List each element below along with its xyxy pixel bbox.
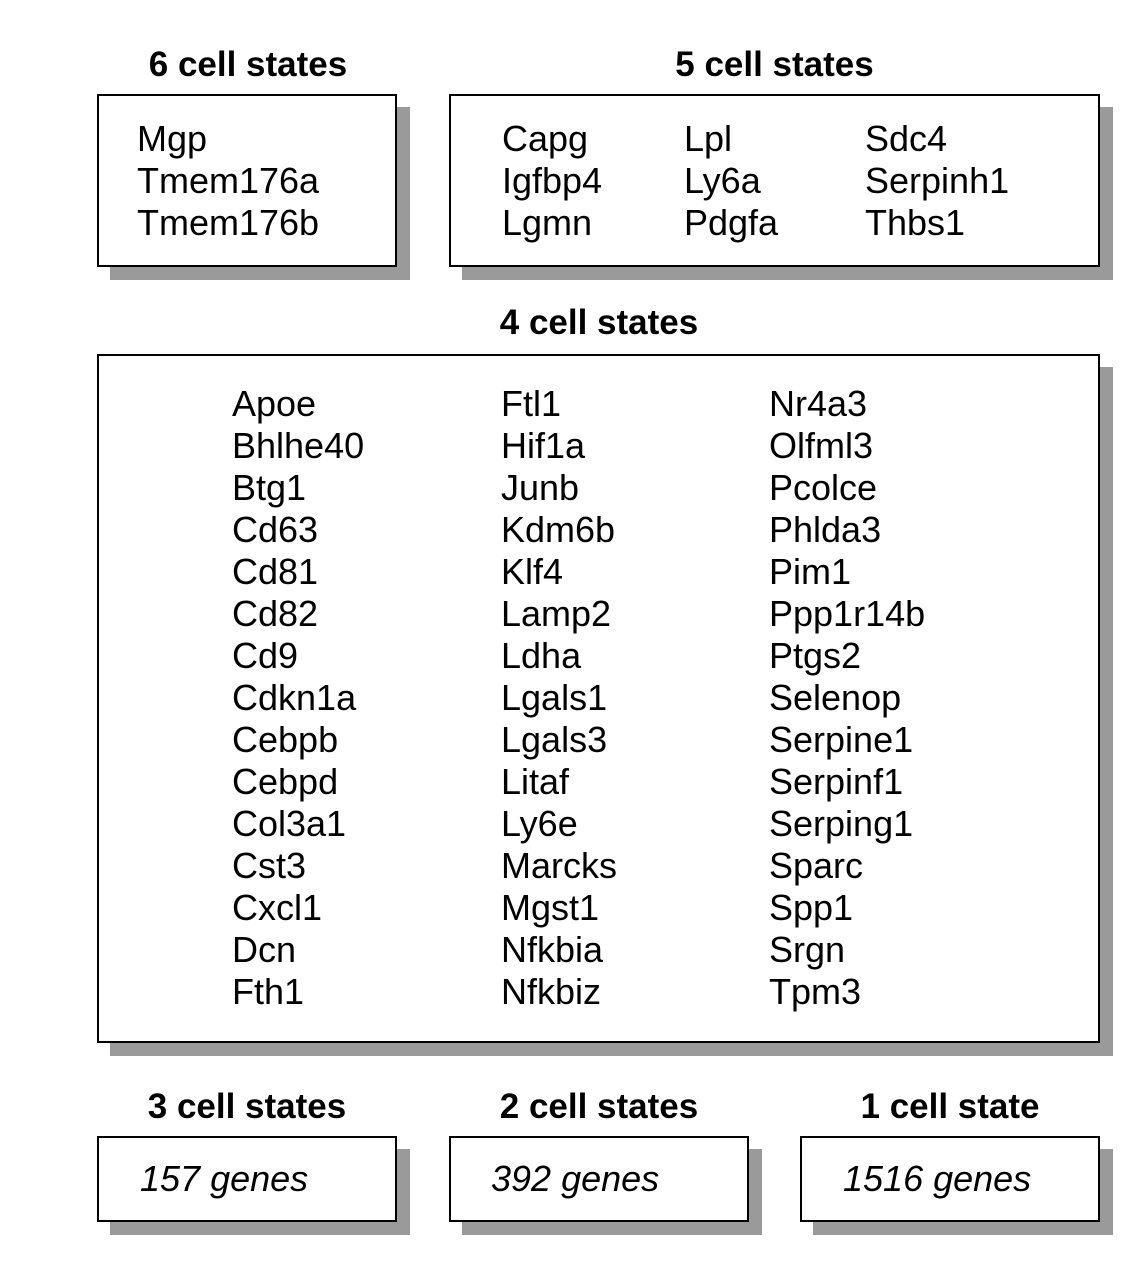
gene-label: Cebpb bbox=[232, 719, 339, 760]
gene-label: Ldha bbox=[501, 635, 582, 676]
gene-label: Serpinf1 bbox=[769, 761, 904, 802]
gene-count: 1516 genes bbox=[843, 1158, 1032, 1199]
gene-label: Igfbp4 bbox=[502, 160, 603, 201]
gene-label: Lgals3 bbox=[501, 719, 608, 760]
gene-column-2 bbox=[501, 383, 617, 1013]
gene-label: Cd63 bbox=[232, 509, 319, 550]
gene-label: Nfkbiz bbox=[501, 971, 602, 1012]
gene-label: Lgmn bbox=[502, 202, 593, 243]
gene-label: Mgst1 bbox=[501, 887, 600, 928]
gene-count: 392 genes bbox=[491, 1158, 660, 1199]
gene-label: Bhlhe40 bbox=[232, 425, 365, 466]
gene-label: Selenop bbox=[769, 677, 902, 718]
gene-label: Col3a1 bbox=[232, 803, 347, 844]
gene-label: Marcks bbox=[501, 845, 617, 886]
heading-1-cell-state: 1 cell state bbox=[860, 1087, 1040, 1126]
gene-label: Cd82 bbox=[232, 593, 319, 634]
gene-label: Tmem176a bbox=[137, 160, 320, 201]
gene-label: Tmem176b bbox=[137, 202, 320, 243]
gene-label: Sparc bbox=[769, 845, 864, 886]
gene-label: Capg bbox=[502, 118, 589, 159]
gene-label: Klf4 bbox=[501, 551, 564, 592]
gene-label: Serping1 bbox=[769, 803, 914, 844]
heading-3-cell-states: 3 cell states bbox=[147, 1087, 347, 1126]
gene-label: Ppp1r14b bbox=[769, 593, 926, 634]
heading-2-cell-states: 2 cell states bbox=[499, 1087, 699, 1126]
gene-label: Litaf bbox=[501, 761, 570, 802]
gene-label: Hif1a bbox=[501, 425, 586, 466]
gene-label: Thbs1 bbox=[865, 202, 966, 243]
gene-label: Serpine1 bbox=[769, 719, 914, 760]
gene-label: Cebpd bbox=[232, 761, 339, 802]
box-3-cell-states bbox=[97, 1136, 397, 1222]
box-2-cell-states bbox=[449, 1136, 749, 1222]
gene-label: Nr4a3 bbox=[769, 383, 868, 424]
gene-label: Srgn bbox=[769, 929, 846, 970]
gene-label: Ptgs2 bbox=[769, 635, 862, 676]
gene-label: Ly6e bbox=[501, 803, 578, 844]
gene-column-1 bbox=[232, 383, 364, 1013]
gene-label: Junb bbox=[501, 467, 580, 508]
gene-column-1 bbox=[502, 118, 602, 244]
gene-label: Cd81 bbox=[232, 551, 319, 592]
gene-label: Sdc4 bbox=[865, 118, 948, 159]
gene-label: Nfkbia bbox=[501, 929, 604, 970]
heading-5-cell-states: 5 cell states bbox=[675, 45, 874, 84]
gene-label: Apoe bbox=[232, 383, 317, 424]
gene-label: Ftl1 bbox=[501, 383, 562, 424]
gene-label: Phlda3 bbox=[769, 509, 882, 550]
gene-label: Cdkn1a bbox=[232, 677, 357, 718]
gene-column-2 bbox=[684, 118, 778, 244]
gene-count: 157 genes bbox=[140, 1158, 309, 1199]
heading-4-cell-states: 4 cell states bbox=[499, 303, 699, 342]
gene-label: Fth1 bbox=[232, 971, 305, 1012]
box-4-cell-states bbox=[97, 354, 1100, 1043]
heading-6-cell-states: 6 cell states bbox=[148, 45, 348, 84]
gene-label: Pdgfa bbox=[684, 202, 779, 243]
gene-label: Lpl bbox=[684, 118, 733, 159]
gene-column-3 bbox=[865, 118, 1009, 244]
gene-label: Lamp2 bbox=[501, 593, 612, 634]
box-1-cell-state bbox=[800, 1136, 1100, 1222]
gene-label: Cst3 bbox=[232, 845, 307, 886]
gene-label: Mgp bbox=[137, 118, 208, 159]
gene-label: Olfml3 bbox=[769, 425, 874, 466]
box-6-cell-states bbox=[97, 94, 397, 267]
gene-label: Tpm3 bbox=[769, 971, 862, 1012]
box-5-cell-states bbox=[449, 94, 1100, 267]
gene-label: Serpinh1 bbox=[865, 160, 1010, 201]
gene-column-3 bbox=[769, 383, 925, 1013]
gene-label: Ly6a bbox=[684, 160, 761, 201]
gene-label: Spp1 bbox=[769, 887, 854, 928]
gene-label: Cxcl1 bbox=[232, 887, 323, 928]
gene-label: Dcn bbox=[232, 929, 297, 970]
gene-label: Kdm6b bbox=[501, 509, 616, 550]
gene-label: Btg1 bbox=[232, 467, 307, 508]
gene-label: Pcolce bbox=[769, 467, 878, 508]
gene-label: Pim1 bbox=[769, 551, 852, 592]
gene-label: Lgals1 bbox=[501, 677, 608, 718]
gene-column-1 bbox=[137, 118, 319, 244]
gene-label: Cd9 bbox=[232, 635, 299, 676]
